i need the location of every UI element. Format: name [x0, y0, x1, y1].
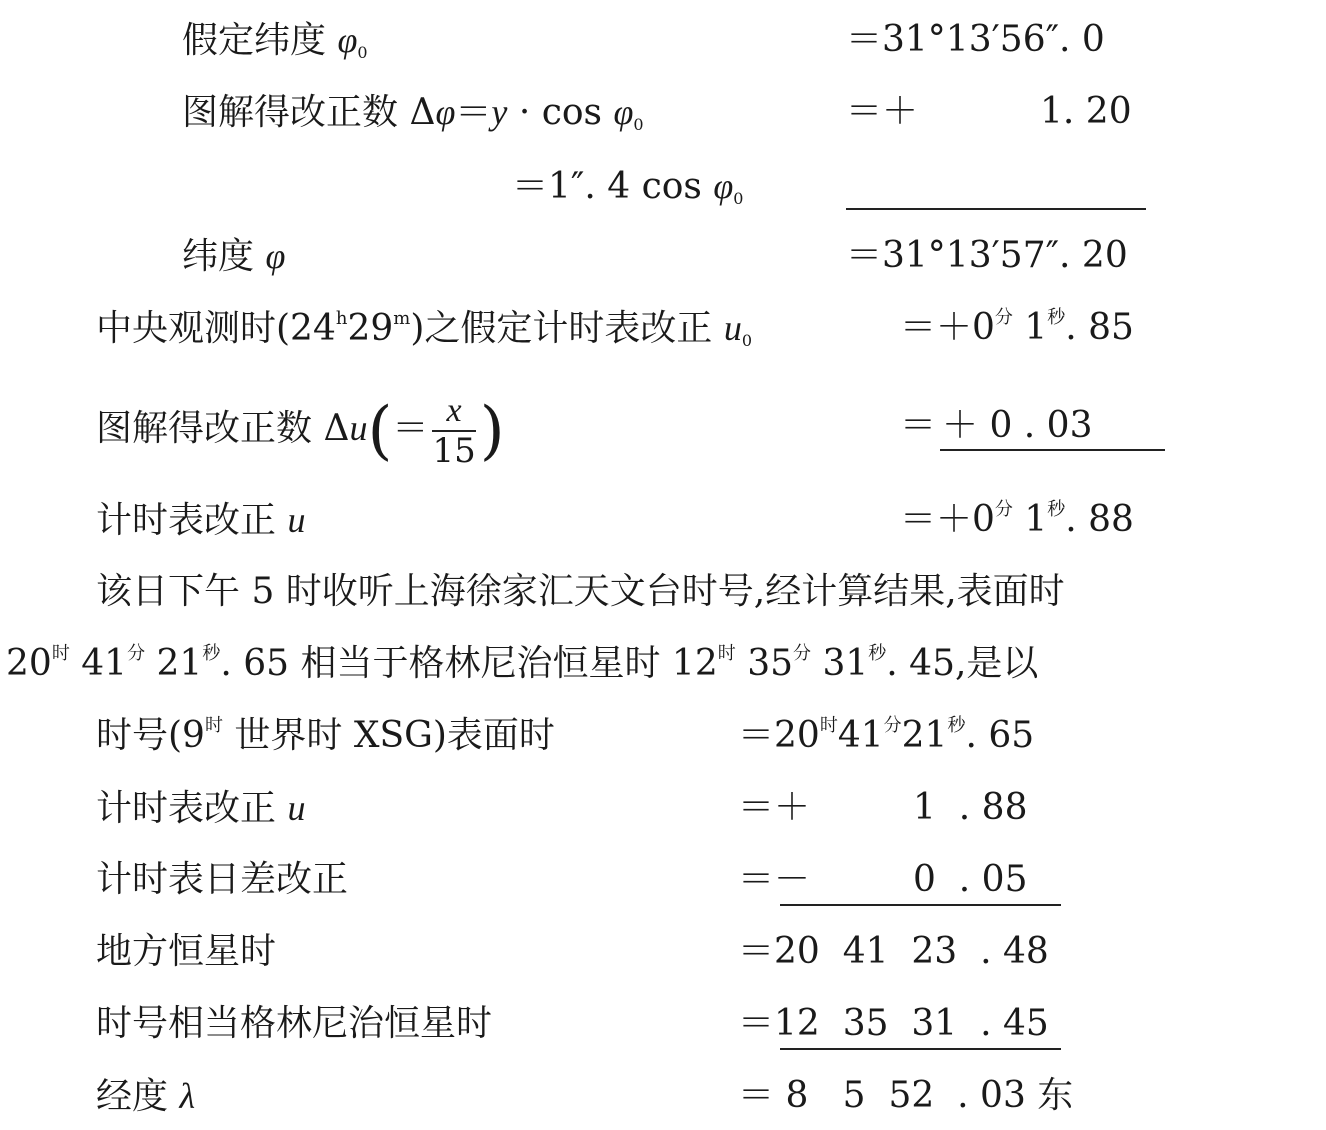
latitude-correction-sign: ＝＋ — [846, 91, 919, 132]
time-signal-value: $=20^时41^分21^秒$. 65 — [738, 715, 1035, 756]
sum-line-1 — [846, 208, 1146, 210]
longitude-value: ＝ 8 5 52 . 03 东 — [738, 1075, 1074, 1116]
greenwich-sidereal-label: 时号相当格林尼治恒星时 — [96, 1003, 493, 1044]
clock-correction-value: $=+0^分$ $1^秒$. 88 — [900, 499, 1134, 540]
clock-correction-graph-value: ＋ 0 . 03 — [942, 405, 1093, 446]
greenwich-sidereal-value: ＝12 35 31 . 45 — [738, 1003, 1049, 1044]
latitude-correction-label: 图解得改正数 $\Delta\varphi=y \cdot \cos \varphi_0$ — [182, 92, 644, 134]
assumed-clock-correction-value: $=+0^分$ $1^秒$. 85 — [900, 307, 1134, 348]
sum-line-2 — [940, 449, 1165, 451]
time-signal-label: 时号($9^时$ 世界时 XSG)表面时 — [96, 715, 555, 756]
sum-line-4 — [780, 1048, 1061, 1050]
clock-correction-row-label: 计时表改正 u — [96, 788, 306, 829]
latitude-assumed-value: ＝31°13′56″. 0 — [846, 19, 1105, 60]
fraction: $\frac{x}{15}$ — [432, 392, 476, 471]
latitude-correction-value: 1. 20 — [1040, 91, 1132, 132]
clock-correction-row-value: ＝＋ 1 . 88 — [738, 787, 1028, 828]
local-sidereal-value: ＝20 41 23 . 48 — [738, 931, 1049, 972]
daily-rate-value: ＝－ 0 . 05 — [738, 859, 1028, 900]
paragraph-line-1: 该日下午 5 时收听上海徐家汇天文台时号,经计算结果,表面时 — [96, 571, 1065, 612]
longitude-label: 经度 λ — [96, 1076, 196, 1117]
clock-correction-graph-sign: ＝ — [900, 405, 937, 446]
sum-line-3 — [780, 904, 1061, 906]
latitude-assumed-label: 假定纬度 $\varphi_0$ — [182, 20, 368, 62]
latitude-value: ＝31°13′57″. 20 — [846, 235, 1128, 276]
latitude-correction-formula: ＝1″. 4 $\cos \varphi_0$ — [512, 166, 744, 208]
paragraph-line-2: $20^时$ $41^分$ $21^秒$. 65 相当于格林尼治恒星时 $12^时$ $35^分$ $31^秒$. 45,是以 — [6, 643, 1039, 684]
clock-correction-graph-label: 图解得改正数 Δu(＝ $\frac{x}{15}$ ) — [96, 392, 505, 471]
latitude-label: 纬度 φ — [182, 236, 286, 277]
assumed-clock-correction-label: 中央观测时(24$^h$29$^m$)之假定计时表改正 $u_0$ — [96, 308, 753, 350]
local-sidereal-label: 地方恒星时 — [96, 931, 277, 972]
clock-correction-label: 计时表改正 u — [96, 500, 306, 541]
daily-rate-label: 计时表日差改正 — [96, 859, 349, 900]
